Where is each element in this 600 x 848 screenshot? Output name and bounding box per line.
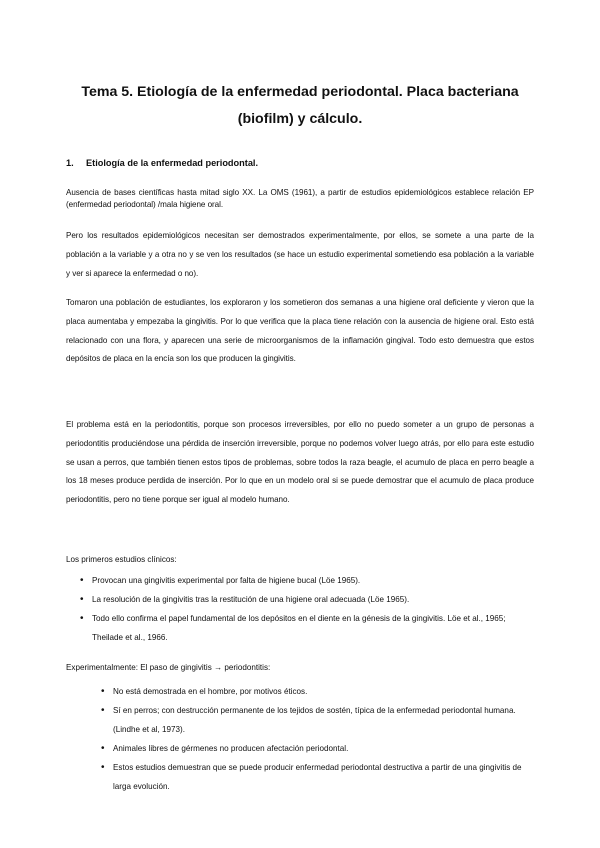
section-heading [66, 158, 258, 168]
list-item: • La resolución de la gingivitis tras la restitución de una higiene oral adecuada (Löe 1965). [80, 590, 520, 609]
paragraph-1: Ausencia de bases científicas hasta mitad siglo XX. La OMS (1961), a partir de estudios epidemiológicos establece relación EP (enfermedad periodontal) /mala higiene oral. [66, 188, 534, 209]
list-item: • Todo ello confirma el papel fundamental de los depósitos en el diente en la génesis de la gingivitis. Löe et al., 1965; Theilade et al., 1966. [80, 609, 520, 647]
document-title-line-1: Tema 5. Etiología de la enfermedad periodontal. Placa bacteriana [81, 84, 519, 100]
list-item: • Estos estudios demuestran que se puede producir enfermedad periodontal destructiva a partir de una gingivitis de larga evolución. [101, 758, 531, 796]
paragraph-4: El problema está en la periodontitis, porque son procesos irreversibles, por ello no puedo someter a un grupo de personas a periodontitis produciéndose una pérdida de inserción irreversible, porque no podemos volver luego atrás, por ello para este estudio se usan a perros, que también tienen estos tipos de problemas, sobre todos la raza beagle, el acumulo de placa en perro beagle a los 18 meses produce perdida de inserción. Por lo que en un modelo oral si se puede demostrar que el acumulo de placa produce periodontitis, pero no tiene porque ser igual al modelo humano. [66, 420, 534, 505]
clinical-studies-list [80, 571, 520, 647]
list-item: • Animales libres de gérmenes no producen afectación periodontal. [101, 739, 531, 758]
paragraph-2: Pero los resultados epidemiológicos necesitan ser demostrados experimentalmente, por ellos, se somete a una parte de la población a la variable y a otra no y se ven los resultados (se hace un estudio experimental sometiendo esa población a la variable y ver si aparece la enfermedad o no). [66, 231, 534, 278]
experimental-list [101, 682, 531, 796]
list-item: • Sí en perros; con destrucción permanente de los tejidos de sostén, típica de la enfermedad periodontal humana. (Lindhe et al, 1973). [101, 701, 531, 739]
list-item: • Provocan una gingivitis experimental por falta de higiene bucal (Löe 1965). [80, 571, 520, 590]
paragraph-3: Tomaron una población de estudiantes, los exploraron y los sometieron dos semanas a una higiene oral deficiente y vieron que la placa aumentaba y empezaba la gingivitis. Por lo que verifica que la placa tiene relación con la ausencia de higiene oral. Esto está relacionado con una flora, y aparecen una serie de microorganismos de la inflamación gingival. Todo esto demuestra que estos depósitos de placa en la encía son los que producen la gingivitis. [66, 298, 534, 364]
clinical-studies-label: Los primeros estudios clínicos: [66, 555, 177, 564]
section-heading-text: Etiología de la enfermedad periodontal. [86, 158, 259, 168]
experimental-label: Experimentalmente: El paso de gingivitis → periodontitis: [66, 663, 271, 672]
list-item: • No está demostrada en el hombre, por motivos éticos. [101, 682, 531, 701]
document-title-line-2: (biofilm) y cálculo. [237, 111, 363, 127]
section-number: 1. [66, 158, 74, 168]
